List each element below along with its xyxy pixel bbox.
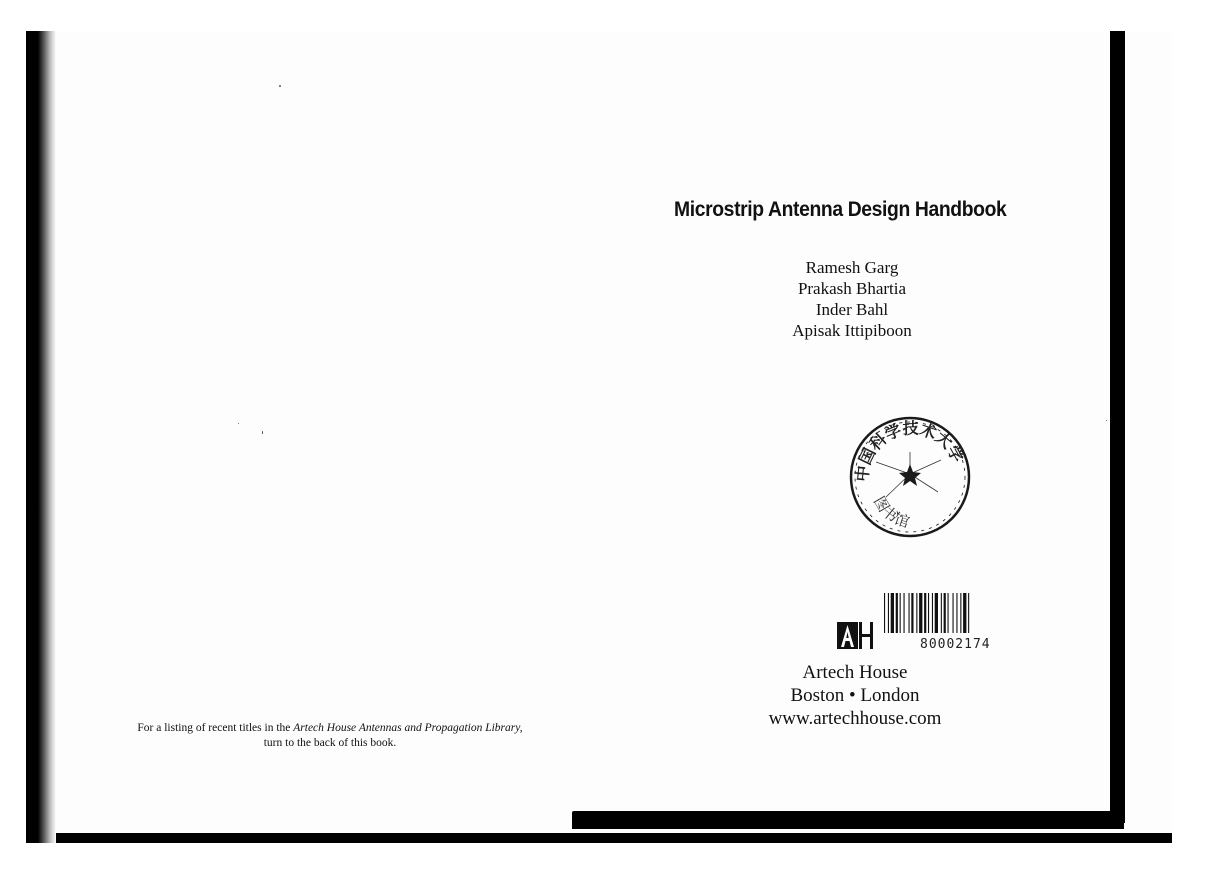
series-name: Artech House Antennas and Propagation Library, (293, 722, 523, 734)
barcode-bar (911, 593, 913, 633)
barcode-bar (928, 593, 929, 633)
barcode-bar (948, 593, 949, 633)
barcode-bar (932, 593, 933, 633)
author-name: Prakash Bhartia (797, 279, 907, 298)
barcode-bar (888, 593, 889, 633)
scan-edge-bottom-right (572, 811, 1124, 829)
publisher-name: Artech House (802, 662, 908, 683)
author-name: Inder Bahl (815, 300, 889, 319)
scan-speck (262, 431, 263, 434)
book-title: Microstrip Antenna Design Handbook (674, 198, 1007, 221)
barcode-bar (896, 593, 898, 633)
stamp-text-bottom: 图书馆 (869, 493, 912, 532)
artech-house-logo (837, 621, 873, 649)
barcode-bar (963, 593, 966, 633)
barcode-bar (968, 593, 969, 633)
publisher-block (750, 661, 960, 730)
barcode-bar (909, 593, 910, 633)
barcode-bar (919, 593, 922, 633)
author-name: Apisak Ittipiboon (792, 321, 912, 340)
barcode-bar (924, 593, 926, 633)
series-note-suffix: turn to the back of this book. (263, 737, 397, 749)
author-name: Ramesh Garg (805, 258, 899, 277)
barcode-bar (953, 593, 954, 633)
scan-edge-left (26, 31, 56, 843)
barcode-bar (960, 593, 961, 633)
stamp-star-icon (899, 464, 921, 486)
barcode-bar (884, 593, 885, 633)
barcode-bar (935, 593, 938, 633)
scan-edge-right (1110, 31, 1125, 823)
library-stamp (846, 412, 976, 542)
stamp-text-top: 中国科学技术大学 (852, 418, 968, 483)
barcode-bar (944, 593, 946, 633)
publisher-cities: Boston • London (790, 685, 920, 706)
barcode-bar (900, 593, 901, 633)
barcode-bar (941, 593, 942, 633)
barcode-number: 80002174 (920, 637, 991, 652)
scan-speck (238, 423, 239, 424)
barcode-bar (904, 593, 905, 633)
series-note-prefix: For a listing of recent titles in the (137, 722, 294, 734)
scan-speck (279, 85, 281, 87)
author-list (752, 257, 952, 341)
barcode (884, 593, 1018, 633)
scan-edge-bottom (56, 833, 1172, 843)
series-note (100, 721, 560, 751)
scan-speck (1106, 420, 1107, 421)
barcode-bar (956, 593, 957, 633)
barcode-bar (916, 593, 917, 633)
publisher-url: www.artechhouse.com (768, 708, 942, 729)
barcode-bar (891, 593, 894, 633)
